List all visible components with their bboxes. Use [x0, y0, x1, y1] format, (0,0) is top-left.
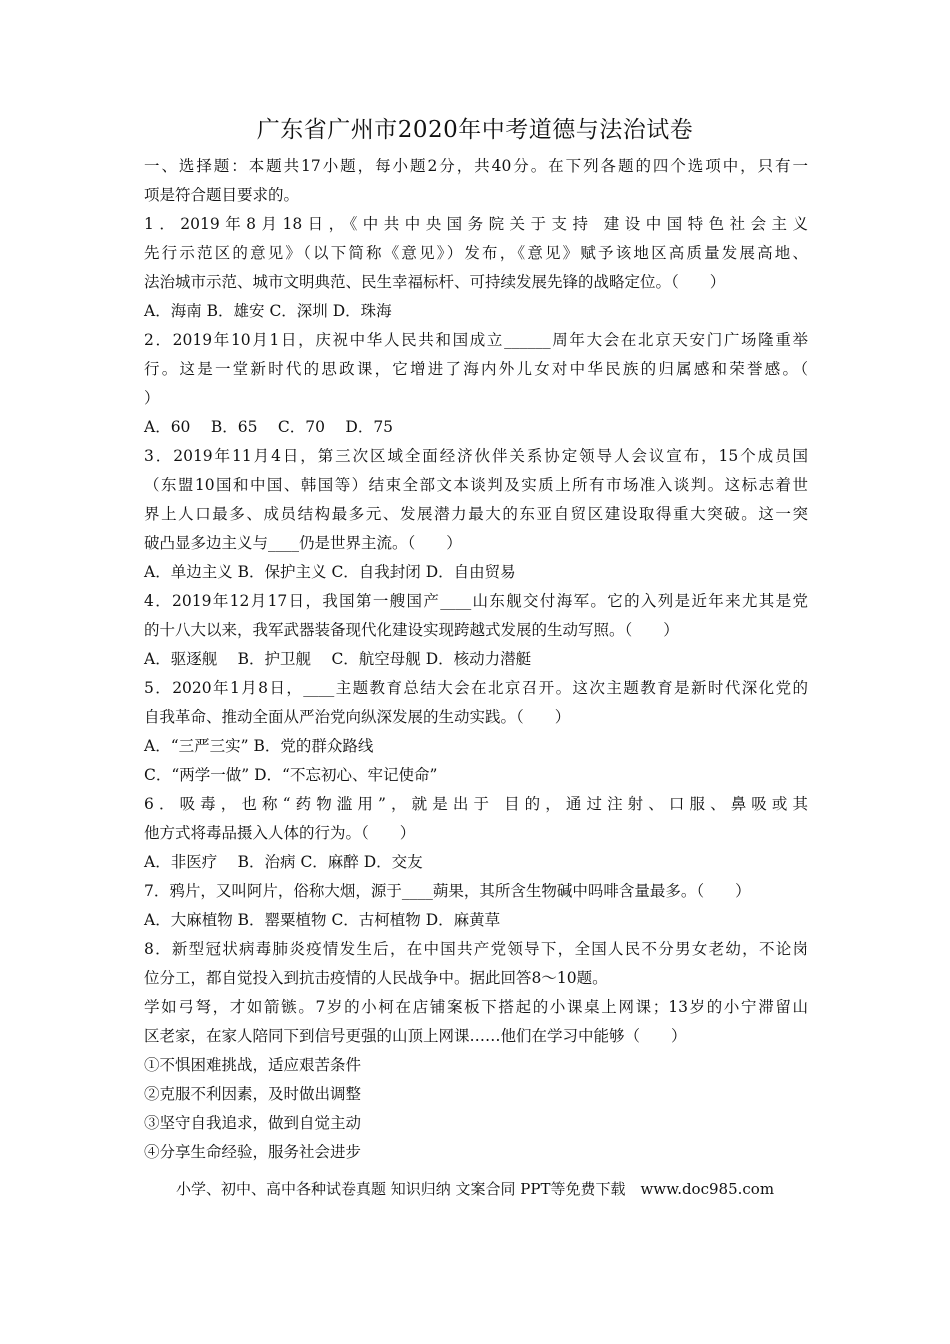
- question-2-line: ）: [144, 389, 160, 407]
- question-1-options: A．海南 B．雄安 C．深圳 D．珠海: [144, 302, 392, 320]
- question-8-option: ④分享生命经验，服务社会进步: [144, 1143, 362, 1161]
- question-1-line: 法治城市示范、城市文明典范、民生幸福标杆、可持续发展先锋的战略定位。（ ）: [144, 273, 726, 291]
- question-4-line: 的十八大以来，我军武器装备现代化建设实现跨越式发展的生动写照。（ ）: [144, 621, 679, 639]
- question-8-option: ②克服不利因素，及时做出调整: [144, 1085, 362, 1103]
- question-5-options: C．“两学一做” D．“不忘初心、牢记使命”: [144, 766, 438, 784]
- question-4-line: 4．2019年12月17日，我国第一艘国产____山东舰交付海军。它的入列是近年来尤其是党: [144, 592, 808, 610]
- question-5-line: 自我革命、推动全面从严治党向纵深发展的生动实践。（ ）: [144, 708, 571, 726]
- question-6-line: 他方式将毒品摄入人体的行为。（ ）: [144, 824, 416, 842]
- question-1-line: 先行示范区的意见》（以下简称《意见》）发布，《意见》赋予该地区高质量发展高地、: [144, 244, 808, 262]
- question-8-line: 区老家，在家人陪同下到信号更强的山顶上网课……他们在学习中能够（ ）: [144, 1027, 687, 1045]
- question-8-line: 位分工，都自觉投入到抗击疫情的人民战争中。据此回答8～10题。: [144, 969, 608, 987]
- question-3-line: （东盟10国和中国、韩国等）结束全部文本谈判及实质上所有市场准入谈判。这标志着世: [144, 476, 808, 494]
- question-2-options: A．60 B．65 C．70 D．75: [144, 418, 394, 436]
- question-3-line: 3．2019年11月4日，第三次区域全面经济伙伴关系协定领导人会议宣布，15个成员国: [144, 447, 808, 465]
- question-3-line: 界上人口最多、成员结构最多元、发展潜力最大的东亚自贸区建设取得重大突破。这一突: [144, 505, 808, 523]
- question-1-line: 1．2019年8月18日，《中共中央国务院关于支持 建设中国特色社会主义: [144, 215, 808, 233]
- question-5-line: 5．2020年1月8日，____主题教育总结大会在北京召开。这次主题教育是新时代深化党的: [144, 679, 808, 697]
- section-heading-line: 一、选择题：本题共17小题，每小题2分，共40分。在下列各题的四个选项中，只有一: [144, 157, 808, 175]
- page-footer: 小学、初中、高中各种试卷真题 知识归纳 文案合同 PPT等免费下载 www.doc985.com: [175, 1180, 775, 1198]
- question-6-options: A．非医疗 B．治病 C．麻醉 D．交友: [144, 853, 423, 871]
- question-8-line: 学如弓弩，才如箭镞。7岁的小柯在店铺案板下搭起的小课桌上网课；13岁的小宁滞留山: [144, 998, 808, 1016]
- question-8-option: ①不惧困难挑战，适应艰苦条件: [144, 1056, 362, 1074]
- section-heading-line: 项是符合题目要求的。: [144, 186, 300, 204]
- question-7-options: A．大麻植物 B．罂粟植物 C．古柯植物 D．麻黄草: [144, 911, 501, 929]
- question-7-line: 7．鸦片，又叫阿片，俗称大烟，源于____蒴果，其所含生物碱中吗啡含量最多。（ ）: [144, 882, 751, 900]
- question-8-line: 8．新型冠状病毒肺炎疫情发生后，在中国共产党领导下，全国人民不分男女老幼，不论岗: [144, 940, 808, 958]
- question-6-line: 6．吸毒，也称“药物滥用”，就是出于 目的，通过注射、口服、鼻吸或其: [144, 795, 808, 813]
- question-3-options: A．单边主义 B．保护主义 C．自我封闭 D．自由贸易: [144, 563, 516, 581]
- question-4-options: A．驱逐舰 B．护卫舰 C．航空母舰 D．核动力潜艇: [144, 650, 532, 668]
- question-5-options: A．“三严三实” B．党的群众路线: [144, 737, 374, 755]
- question-3-line: 破凸显多边主义与____仍是世界主流。（ ）: [144, 534, 462, 552]
- question-2-line: 2．2019年10月1日，庆祝中华人民共和国成立______周年大会在北京天安门广场隆重举: [144, 331, 808, 349]
- exam-title: 广东省广州市2020年中考道德与法治试卷: [256, 117, 694, 143]
- question-2-line: 行。这是一堂新时代的思政课，它增进了海内外儿女对中华民族的归属感和荣誉感。（: [144, 360, 808, 378]
- question-8-option: ③坚守自我追求，做到自觉主动: [144, 1114, 362, 1132]
